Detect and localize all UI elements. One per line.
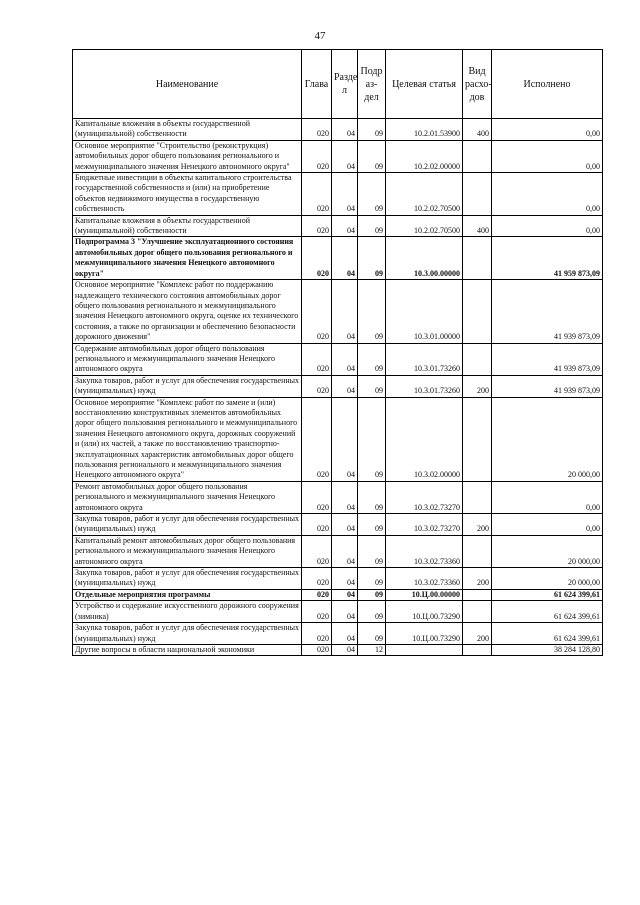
cell-vid: 200	[463, 514, 492, 536]
header-name: Наименование	[73, 50, 302, 119]
cell-target: 10.3.02.73360	[386, 535, 463, 567]
cell-target: 10.2.02.70500	[386, 173, 463, 216]
table-row	[73, 644, 603, 655]
cell-glava: 020	[302, 375, 332, 397]
table-header-row	[73, 50, 603, 119]
table-row	[73, 215, 603, 237]
cell-vid	[463, 280, 492, 343]
cell-podrazdel: 09	[358, 140, 386, 172]
cell-target: 10.3.02.73360	[386, 568, 463, 590]
header-target: Целевая статья	[386, 50, 463, 119]
cell-vid	[463, 140, 492, 172]
cell-name: Бюджетные инвестиции в объекты капитального строительства государственной собственности и (или) на приобретение объектов недвижимого имущества в государственную собственность	[73, 173, 302, 216]
cell-name: Капитальные вложения в объекты государственной (муниципальной) собственности	[73, 119, 302, 141]
cell-name: Капитальный ремонт автомобильных дорог общего пользования регионального и межмуниципального значения Ненецкого автономного округа	[73, 535, 302, 567]
cell-glava: 020	[302, 119, 332, 141]
cell-vid: 200	[463, 375, 492, 397]
cell-target: 10.3.01.73260	[386, 375, 463, 397]
cell-podrazdel: 09	[358, 343, 386, 375]
cell-glava: 020	[302, 215, 332, 237]
table-row	[73, 280, 603, 343]
header-podrazdel: Подр аз-дел	[358, 50, 386, 119]
cell-target: 10.3.02.00000	[386, 397, 463, 481]
cell-razdel: 04	[332, 343, 358, 375]
cell-executed: 0,00	[492, 173, 603, 216]
cell-razdel: 04	[332, 375, 358, 397]
cell-razdel: 04	[332, 589, 358, 600]
cell-executed: 20 000,00	[492, 397, 603, 481]
cell-name: Капитальные вложения в объекты государственной (муниципальной) собственности	[73, 215, 302, 237]
cell-glava: 020	[302, 397, 332, 481]
cell-podrazdel: 09	[358, 481, 386, 513]
cell-razdel: 04	[332, 601, 358, 623]
cell-executed: 0,00	[492, 514, 603, 536]
cell-podrazdel: 09	[358, 119, 386, 141]
cell-razdel: 04	[332, 119, 358, 141]
cell-podrazdel: 09	[358, 173, 386, 216]
table-row	[73, 601, 603, 623]
cell-executed: 0,00	[492, 215, 603, 237]
cell-vid	[463, 601, 492, 623]
table-row	[73, 589, 603, 600]
table-row	[73, 481, 603, 513]
cell-podrazdel: 09	[358, 375, 386, 397]
cell-vid	[463, 535, 492, 567]
cell-razdel: 04	[332, 237, 358, 280]
cell-name: Основное мероприятие "Комплекс работ по замене и (или) восстановлению конструктивных элементов автомобильных дорог общего пользования регионального и межмуниципального значения Ненецкого автономного округа, дорожных сооружений и (или) их частей, а также по восстановлению транспортно-эксплуатационных характеристик автомобильных дорог общего пользования регионального и межмуниципального значения Ненецкого автономного округа"	[73, 397, 302, 481]
cell-name: Основное мероприятие "Строительство (реконструкция) автомобильных дорог общего пользования регионального и межмуниципального значения Ненецкого автономного округа"	[73, 140, 302, 172]
cell-glava: 020	[302, 589, 332, 600]
cell-vid: 400	[463, 215, 492, 237]
cell-target: 10.Ц.00.73290	[386, 623, 463, 645]
table-row	[73, 623, 603, 645]
cell-razdel: 04	[332, 173, 358, 216]
cell-vid	[463, 397, 492, 481]
header-glava: Глава	[302, 50, 332, 119]
cell-target: 10.3.02.73270	[386, 514, 463, 536]
cell-podrazdel: 09	[358, 237, 386, 280]
cell-glava: 020	[302, 140, 332, 172]
budget-table	[72, 49, 603, 656]
cell-vid	[463, 173, 492, 216]
cell-razdel: 04	[332, 535, 358, 567]
cell-glava: 020	[302, 568, 332, 590]
cell-executed: 41 939 873,09	[492, 280, 603, 343]
cell-razdel: 04	[332, 568, 358, 590]
cell-executed: 20 000,00	[492, 535, 603, 567]
cell-podrazdel: 09	[358, 397, 386, 481]
cell-executed: 61 624 399,61	[492, 623, 603, 645]
cell-name: Содержание автомобильных дорог общего пользования регионального и межмуниципального значения Ненецкого автономного округа	[73, 343, 302, 375]
cell-podrazdel: 09	[358, 589, 386, 600]
cell-glava: 020	[302, 173, 332, 216]
cell-executed: 41 959 873,09	[492, 237, 603, 280]
cell-razdel: 04	[332, 514, 358, 536]
cell-target: 10.2.02.70500	[386, 215, 463, 237]
cell-podrazdel: 09	[358, 280, 386, 343]
cell-executed: 41 939 873,09	[492, 343, 603, 375]
cell-executed: 38 284 128,80	[492, 644, 603, 655]
cell-razdel: 04	[332, 644, 358, 655]
cell-name: Закупка товаров, работ и услуг для обеспечения государственных (муниципальных) нужд	[73, 568, 302, 590]
cell-vid: 400	[463, 119, 492, 141]
page-number: 47	[314, 30, 326, 42]
cell-vid	[463, 343, 492, 375]
cell-glava: 020	[302, 481, 332, 513]
cell-target: 10.3.01.73260	[386, 343, 463, 375]
header-executed: Исполнено	[492, 50, 603, 119]
cell-name: Ремонт автомобильных дорог общего пользования регионального и межмуниципального значения Ненецкого автономного округа	[73, 481, 302, 513]
cell-executed: 61 624 399,61	[492, 601, 603, 623]
cell-target	[386, 644, 463, 655]
cell-vid: 200	[463, 568, 492, 590]
table-body	[73, 119, 603, 656]
table-row	[73, 173, 603, 216]
cell-podrazdel: 09	[358, 568, 386, 590]
cell-razdel: 04	[332, 623, 358, 645]
cell-razdel: 04	[332, 481, 358, 513]
header-vid: Вид расхо-дов	[463, 50, 492, 119]
table-row	[73, 397, 603, 481]
cell-podrazdel: 09	[358, 623, 386, 645]
cell-podrazdel: 09	[358, 601, 386, 623]
cell-name: Отдельные мероприятия программы	[73, 589, 302, 600]
cell-podrazdel: 12	[358, 644, 386, 655]
cell-vid	[463, 644, 492, 655]
cell-glava: 020	[302, 343, 332, 375]
cell-razdel: 04	[332, 397, 358, 481]
cell-name: Подпрограмма 3 "Улучшение эксплуатационного состояния автомобильных дорог общего пользования регионального и межмуниципального значения Ненецкого автономного округа"	[73, 237, 302, 280]
cell-name: Закупка товаров, работ и услуг для обеспечения государственных (муниципальных) нужд	[73, 375, 302, 397]
cell-executed: 61 624 399,61	[492, 589, 603, 600]
cell-podrazdel: 09	[358, 215, 386, 237]
table-row	[73, 237, 603, 280]
cell-glava: 020	[302, 280, 332, 343]
table-row	[73, 343, 603, 375]
cell-razdel: 04	[332, 215, 358, 237]
cell-name: Закупка товаров, работ и услуг для обеспечения государственных (муниципальных) нужд	[73, 514, 302, 536]
cell-glava: 020	[302, 514, 332, 536]
cell-executed: 0,00	[492, 481, 603, 513]
cell-glava: 020	[302, 644, 332, 655]
cell-vid	[463, 237, 492, 280]
cell-razdel: 04	[332, 280, 358, 343]
cell-name: Закупка товаров, работ и услуг для обеспечения государственных (муниципальных) нужд	[73, 623, 302, 645]
table-row	[73, 568, 603, 590]
cell-podrazdel: 09	[358, 535, 386, 567]
cell-vid: 200	[463, 623, 492, 645]
cell-vid	[463, 589, 492, 600]
table-row	[73, 535, 603, 567]
cell-executed: 41 939 873,09	[492, 375, 603, 397]
cell-glava: 020	[302, 237, 332, 280]
header-razdel: Разде л	[332, 50, 358, 119]
table-row	[73, 140, 603, 172]
cell-executed: 20 000,00	[492, 568, 603, 590]
cell-executed: 0,00	[492, 140, 603, 172]
cell-glava: 020	[302, 535, 332, 567]
cell-name: Другие вопросы в области национальной экономики	[73, 644, 302, 655]
table-row	[73, 375, 603, 397]
cell-podrazdel: 09	[358, 514, 386, 536]
cell-name: Основное мероприятие "Комплекс работ по поддержанию надлежащего технического состояния автомобильных дорог общего пользования регионального и межмуниципального значения Ненецкого автономного округа, оценке их технического состояния, а также по организации и обеспечению безопасности дорожного движения"	[73, 280, 302, 343]
cell-razdel: 04	[332, 140, 358, 172]
cell-name: Устройство и содержание искусственного дорожного сооружения (зимника)	[73, 601, 302, 623]
cell-target: 10.2.01.53900	[386, 119, 463, 141]
cell-target: 10.3.02.73270	[386, 481, 463, 513]
cell-glava: 020	[302, 601, 332, 623]
cell-target: 10.Ц.00.73290	[386, 601, 463, 623]
table-row	[73, 119, 603, 141]
cell-target: 10.3.01.00000	[386, 280, 463, 343]
cell-target: 10.3.00.00000	[386, 237, 463, 280]
cell-glava: 020	[302, 623, 332, 645]
cell-target: 10.2.02.00000	[386, 140, 463, 172]
cell-executed: 0,00	[492, 119, 603, 141]
cell-vid	[463, 481, 492, 513]
table-row	[73, 514, 603, 536]
cell-target: 10.Ц.00.00000	[386, 589, 463, 600]
